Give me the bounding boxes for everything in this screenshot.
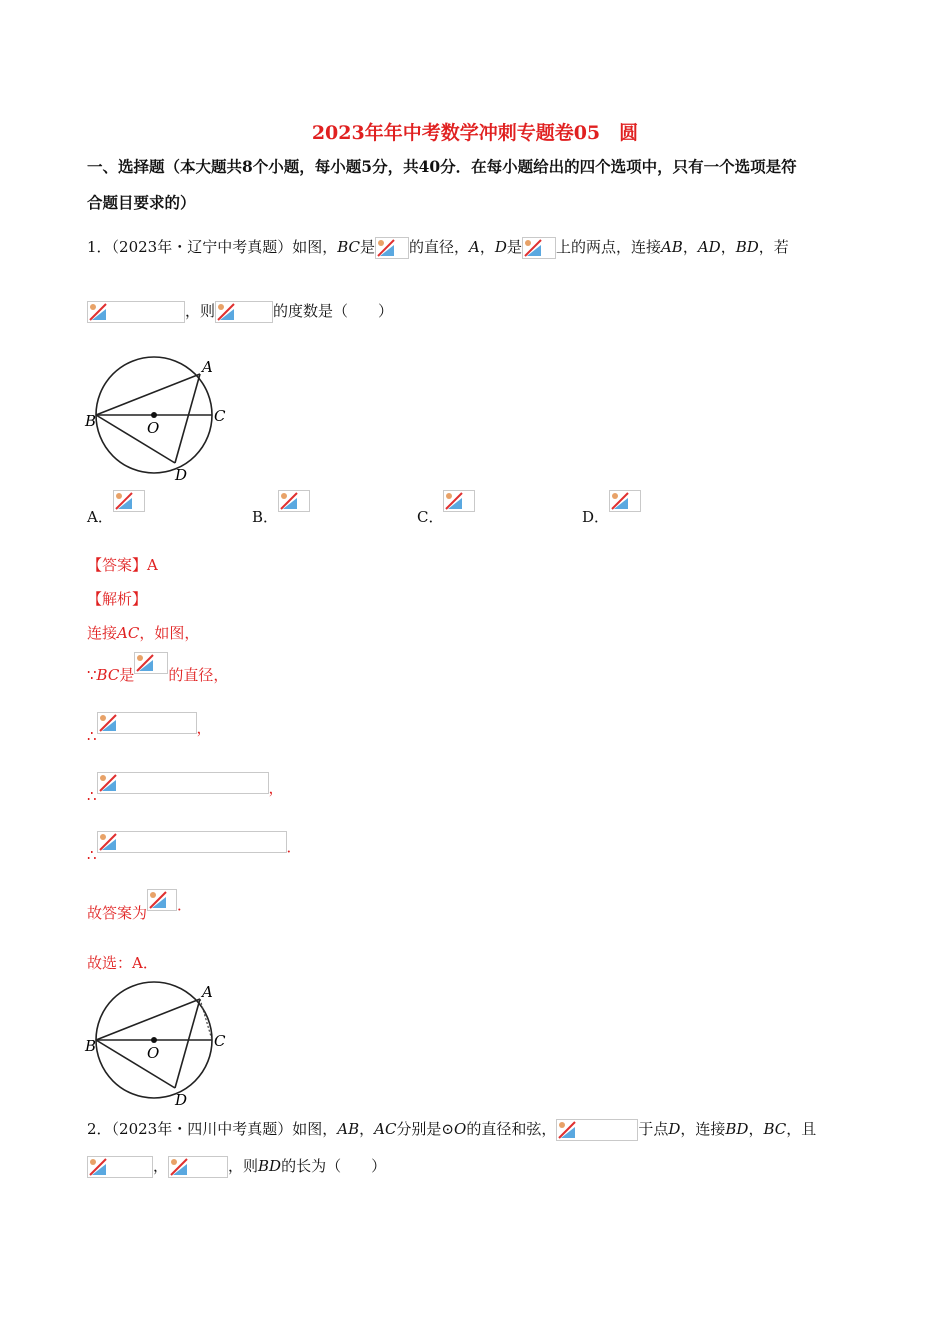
text-is: 是 [506,238,522,256]
analysis-line-therefore-2 [87,772,284,805]
formula-image-placeholder [375,237,409,259]
var-ab: AB [337,1120,360,1138]
text-is: 是 [119,666,135,684]
question-2-source: （2023年・四川中考真题）如图， [111,1120,338,1138]
text-upper: 上的两点，连接 [555,238,661,256]
analysis-line-because [87,664,228,685]
sep: ， [196,719,212,737]
sep: ， [153,1157,169,1175]
text-is: 是 [360,238,376,256]
var-ac: AC [117,624,140,642]
label-b: B [85,1037,97,1055]
option-a [87,506,145,527]
formula-image-placeholder [87,1156,153,1178]
var-ab: AB [660,238,683,256]
sep: ， [748,1120,764,1138]
formula-image-placeholder [97,712,197,734]
sep: ， [720,238,736,256]
center-point [151,1037,157,1043]
text-respectively: 分别是⊙ [396,1120,454,1138]
text-length: 的长为（ ） [281,1157,387,1175]
var-a: A [469,238,480,256]
formula-image-placeholder [522,237,556,259]
sep: ， [479,238,495,256]
section-heading-line1: 一、选择题（本大题共8个小题，每小题5分，共40分．在每小题给出的四个选项中，只有一个选项是符 [87,157,797,176]
var-ad: AD [697,238,721,256]
because-symbol: ∵ [87,666,97,684]
label-c: C [214,407,226,425]
text-then: ，则 [228,1157,259,1175]
text-and: ，且 [786,1120,817,1138]
circle-figure-2 [82,977,232,1109]
formula-image-placeholder [215,301,273,323]
formula-image-placeholder [113,490,145,512]
text-diameter: 的直径， [409,238,470,256]
therefore-symbol: ∴ [87,727,97,745]
label-b: B [85,412,97,430]
segment-ab [96,374,200,415]
segment-bd [96,415,175,463]
formula-image-placeholder [556,1119,638,1141]
text-at-point: 于点 [638,1120,669,1138]
question-2-line1 [87,1118,816,1141]
var-bd: BD [258,1157,282,1175]
segment-ac-dotted [200,999,212,1040]
formula-image-placeholder [443,490,475,512]
analysis-label: 【解析】 [87,590,148,608]
analysis-line-connect [87,622,199,643]
text-chord: 的直径和弦， [466,1120,557,1138]
var-bc: BC [337,238,361,256]
sep: ， [758,238,774,256]
formula-image-placeholder [97,772,269,794]
analysis-line-choose: 故选：A． [87,954,158,972]
var-bc: BC [763,1120,787,1138]
segment-bd [96,1040,175,1088]
analysis-line-so-answer [87,889,192,923]
option-d [582,506,641,527]
text-connect: ，连接 [680,1120,726,1138]
analysis-line-therefore-3 [87,831,302,864]
sep: ， [359,1120,375,1138]
var-d: D [494,238,507,256]
var-bd: BD [725,1120,749,1138]
segment-ad [175,374,200,463]
text-as-fig: ，如图， [139,624,200,642]
text-so-answer: 故答案为 [87,904,148,922]
question-1-line1 [87,236,789,259]
option-d-label: D． [582,508,610,526]
option-b-label: B． [252,508,279,526]
text-then: ，则 [185,302,216,320]
var-bd: BD [735,238,759,256]
text-if: 若 [773,238,789,256]
option-c-label: C． [417,508,444,526]
answer-label: 【答案】A [87,556,158,574]
sep: ， [682,238,698,256]
question-1-line2 [87,300,393,323]
option-a-label: A． [87,508,113,526]
formula-image-placeholder [87,301,185,323]
option-b [252,506,310,527]
label-a: A [202,358,213,376]
label-a: A [202,983,213,1001]
section-heading-line2: 合题目要求的） [87,193,196,212]
formula-image-placeholder [278,490,310,512]
question-2-number: 2． [87,1120,112,1138]
text-diameter: 的直径， [168,666,229,684]
formula-image-placeholder [134,652,168,674]
therefore-symbol: ∴ [87,846,97,864]
var-bc: BC [96,666,120,684]
formula-image-placeholder [147,889,177,911]
analysis-line-therefore-1 [87,712,212,745]
question-2-line2 [87,1155,386,1178]
circle-figure-1 [82,352,232,484]
sep: ． [177,896,193,914]
text-connect: 连接 [87,624,118,642]
segment-ab [96,999,200,1040]
text-degree: 的度数是（ ） [273,302,394,320]
therefore-symbol: ∴ [87,787,97,805]
var-o: O [454,1120,467,1138]
question-1-source: （2023年・辽宁中考真题）如图， [111,238,338,256]
sep: ， [268,779,284,797]
var-d: D [668,1120,681,1138]
formula-image-placeholder [97,831,287,853]
center-point [151,412,157,418]
label-o: O [147,419,160,437]
label-c: C [214,1032,226,1050]
label-o: O [147,1044,160,1062]
formula-image-placeholder [609,490,641,512]
sep: ． [286,838,302,856]
label-d: D [175,1091,188,1109]
option-c [417,506,475,527]
question-1-number: 1． [87,238,112,256]
segment-ad [175,999,200,1088]
var-ac: AC [374,1120,397,1138]
formula-image-placeholder [168,1156,228,1178]
document-title: 2023年年中考数学冲刺专题卷05 圆 [311,122,639,144]
label-d: D [175,466,188,484]
